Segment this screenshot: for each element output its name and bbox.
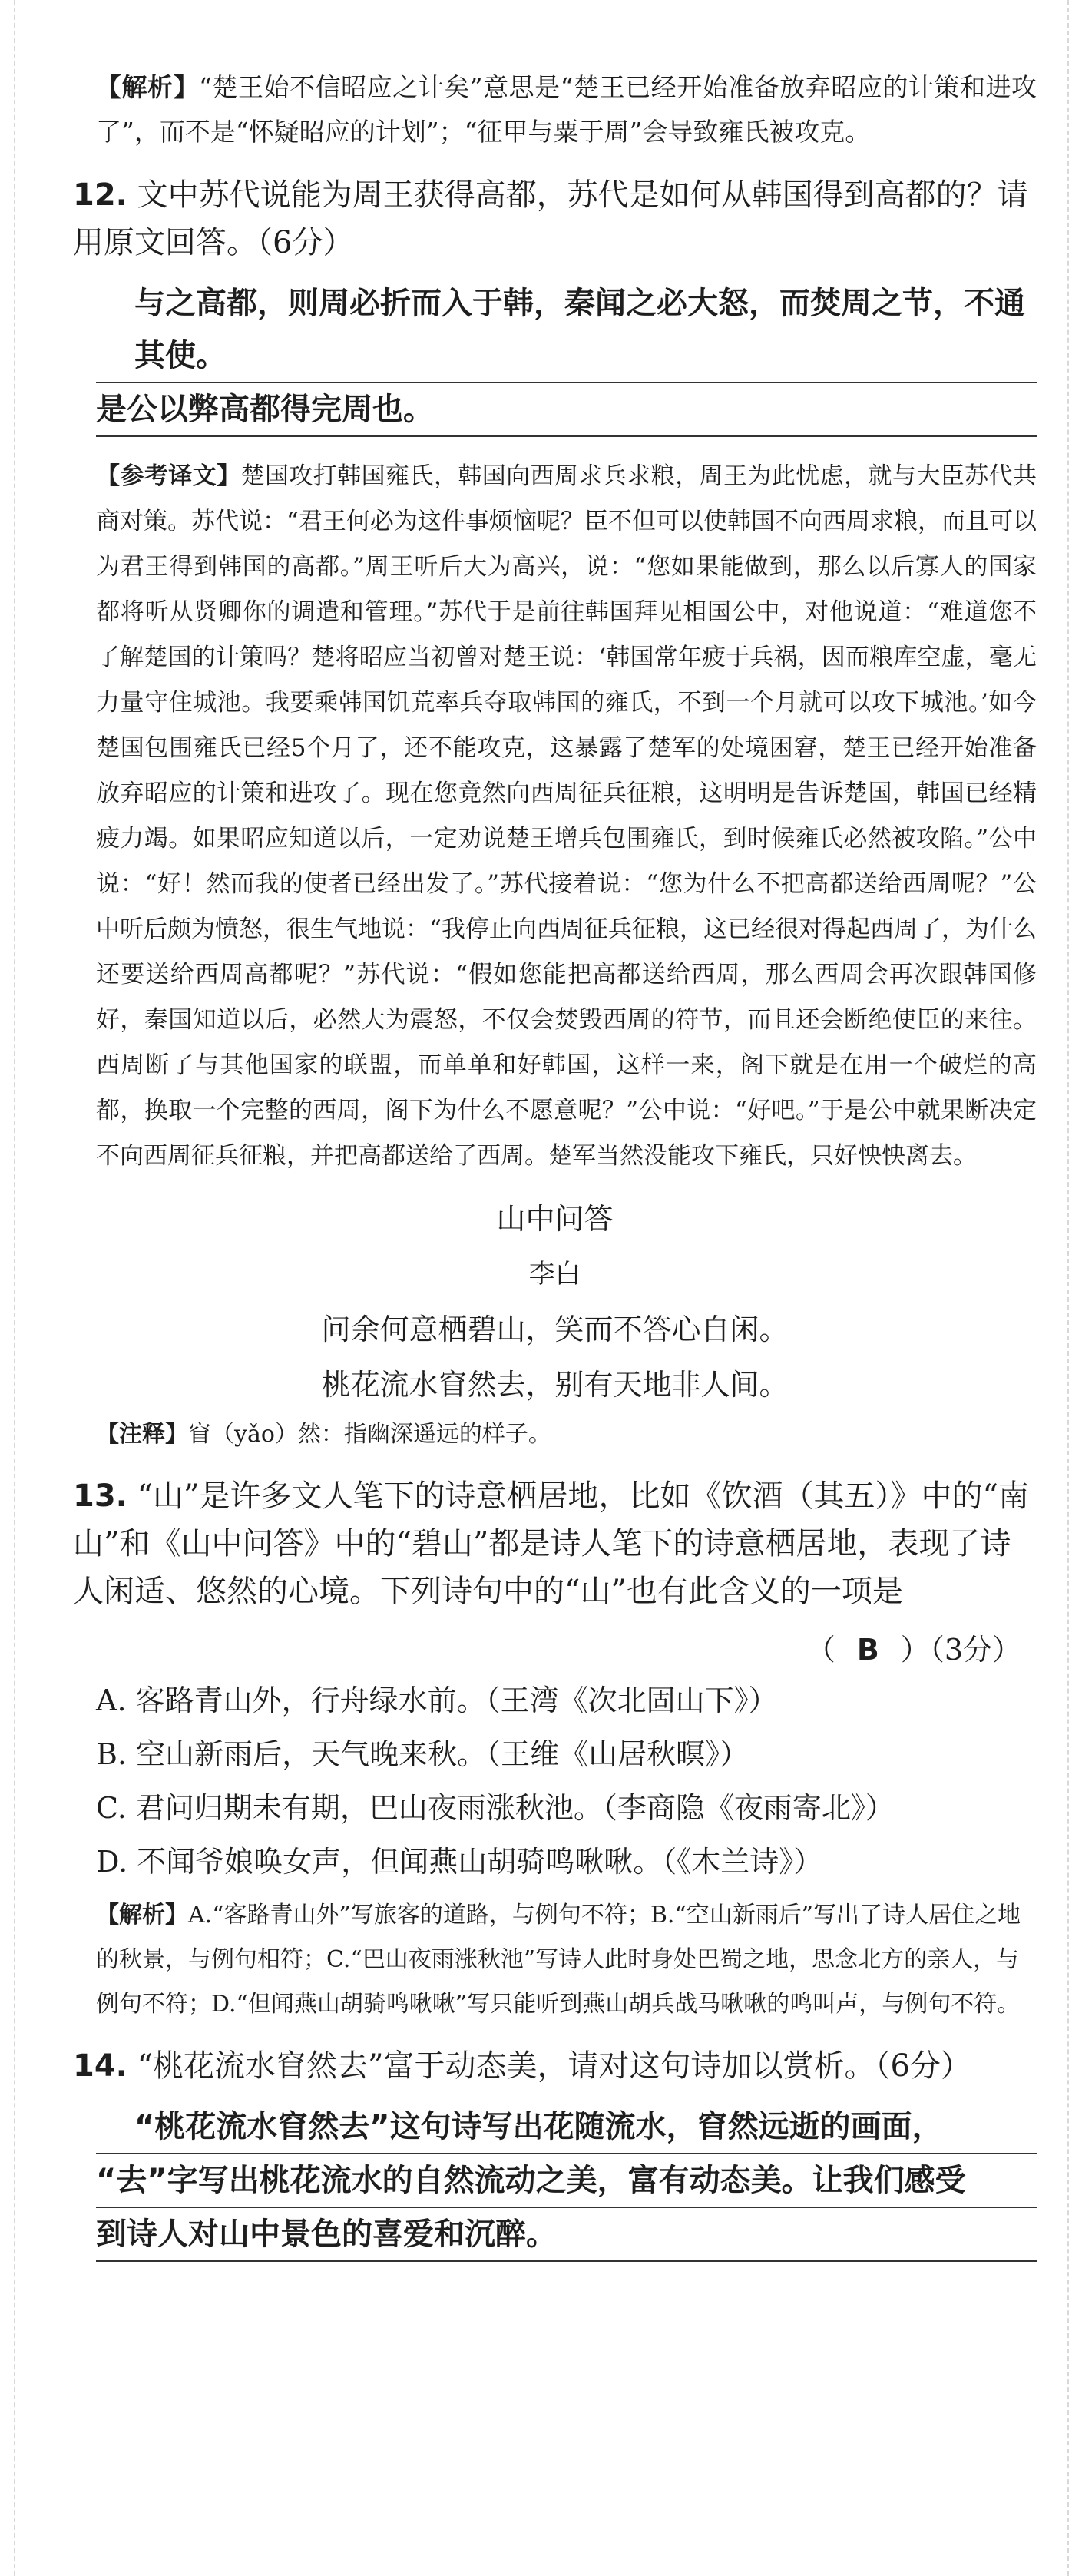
translation-tag: 【参考译文】 <box>96 462 241 490</box>
option-c: C. 君问归期未有期，巴山夜雨涨秋池。（李商隐《夜雨寄北》） <box>96 1791 895 1825</box>
answer-line: “去”字写出桃花流水的自然流动之美，富有动态美。让我们感受 <box>96 2154 1037 2208</box>
poem-author: 李白 <box>528 1259 581 1290</box>
content <box>73 65 1037 2279</box>
question-14 <box>73 2042 1037 2090</box>
answer-line: 与之高都，则周必折而入于韩，秦闻之必大怒，而焚周之节，不通其使。 <box>96 277 1037 383</box>
analysis-tag: 【解析】 <box>96 1902 188 1929</box>
paren-close: ） <box>900 1633 930 1667</box>
poem-title: 山中问答 <box>496 1202 614 1236</box>
poem-line: 问余何意栖碧山，笑而不答心自闲。 <box>321 1313 789 1346</box>
analysis-tag: 【解析】 <box>96 72 200 102</box>
poem-line: 桃花流水窅然去，别有天地非人间。 <box>321 1368 789 1402</box>
question-13 <box>73 1472 1037 1615</box>
poem <box>73 1191 1037 1412</box>
option-b: B. 空山新雨后，天气晚来秋。（王维《山居秋暝》） <box>96 1737 749 1771</box>
question-text: “山”是许多文人笔下的诗意栖居地，比如《饮酒（其五）》中的“南山”和《山中问答》中的“碧山”都是诗人笔下的诗意栖居地，表现了诗人闲适、悠然的心境。下列诗句中的“山”也有此含义的一项是 <box>73 1478 1029 1609</box>
right-margin-line <box>1067 0 1069 2576</box>
note-tag: 【注释】 <box>96 1421 188 1448</box>
answer-line: 到诗人对山中景色的喜爱和沉醉。 <box>96 2208 1037 2262</box>
option-a: A. 客路青山外，行舟绿水前。（王湾《次北固山下》） <box>96 1684 778 1717</box>
question-12 <box>73 171 1037 267</box>
question-text: “桃花流水窅然去”富于动态美，请对这句诗加以赏析。（6分） <box>137 2048 971 2084</box>
question-number: 13. <box>73 1478 127 1514</box>
translation-text: 楚国攻打韩国雍氏，韩国向西周求兵求粮，周王为此忧虑，就与大臣苏代共商对策。苏代说：“君王何必为这件事烦恼呢？臣不但可以使韩国不向西周求粮，而且可以为君王得到韩国的高都。”周王听后大为高兴，说：“您如果能做到，那么以后寡人的国家都将听从贤卿你的调遣和管理。”苏代于是前往韩国拜见相国公中，对他说道：“难道您不了解楚国的计策吗？楚将昭应当初曾对楚王说：‘韩国常年疲于兵祸，因而粮库空虚，毫无力量守住城池。我要乘韩国饥荒率兵夺取韩国的雍氏，不到一个月就可以攻下城池。’如今楚国包围雍氏已经5个月了，还不能攻克，这暴露了楚军的处境困窘，楚王已经开始准备放弃昭应的计策和进攻了。现在您竟然向西周征兵征粮，这明明是告诉楚国，韩国已经精疲力竭。如果昭应知道以后，一定劝说楚王增兵包围雍氏，到时候雍氏必然被攻陷。”公中说：“好！然而我的使者已经出发了。”苏代接着说：“您为什么不把高都送给西周呢？”公中听后颇为愤怒，很生气地说：“我停止向西周征兵征粮，这已经很对得起西周了，为什么还要送给西周高都呢？”苏代说：“假如您能把高都送给西周，那么西周会再次跟韩国修好，秦国知道以后，必然大为震怒，不仅会焚毁西周的符节，而且还会断绝使臣的来往。西周断了与其他国家的联盟，而单单和好韩国，这样一来，阁下就是在用一个破烂的高都，换取一个完整的西周，阁下为什么不愿意呢？”公中说：“好吧。”于是公中就果断决定不向西周征兵征粮，并把高都送给了西周。楚军当然没能攻下雍氏，只好怏怏离去。 <box>96 462 1037 1170</box>
note <box>96 1412 1037 1457</box>
reference-translation <box>96 454 1037 1179</box>
question-number: 14. <box>73 2048 127 2084</box>
left-margin-line <box>14 0 15 2576</box>
analysis-text: “楚王始不信昭应之计矣”意思是“楚王已经开始准备放弃昭应的计策和进攻了”，而不是“怀疑昭应的计划”；“征甲与粟于周”会导致雍氏被攻克。 <box>96 72 1037 147</box>
question-number: 12. <box>73 177 127 213</box>
options-13 <box>73 1674 1037 1889</box>
answer-blank-13 <box>73 1626 1021 1674</box>
analysis-text: A.“客路青山外”写旅客的道路，与例句不符；B.“空山新雨后”写出了诗人居住之地的秋景，与例句相符；C.“巴山夜雨涨秋池”写诗人此时身处巴蜀之地，思念北方的亲人，与例句不符；D.“但闻燕山胡骑鸣啾啾”写只能听到燕山胡兵战马啾啾的鸣叫声，与例句不符。 <box>96 1902 1021 2018</box>
note-text: 窅（yǎo）然：指幽深遥远的样子。 <box>188 1421 551 1448</box>
answer-line: 是公以弊高都得完周也。 <box>96 383 1037 437</box>
analysis-q13 <box>96 1893 1037 2027</box>
question-text: 文中苏代说能为周王获得高都，苏代是如何从韩国得到高都的？请用原文回答。（6分） <box>73 177 1028 260</box>
answer-choice: B <box>856 1633 879 1667</box>
paren-open: （ <box>806 1633 835 1667</box>
answer-14 <box>96 2101 1037 2262</box>
analysis-q11 <box>96 65 1037 154</box>
answer-line: “桃花流水窅然去”这句诗写出花随流水，窅然远逝的画面， <box>96 2101 1037 2154</box>
option-d: D. 不闻爷娘唤女声，但闻燕山胡骑鸣啾啾。（《木兰诗》） <box>96 1845 823 1879</box>
score: （3分） <box>929 1633 1021 1667</box>
answer-12 <box>96 277 1037 437</box>
